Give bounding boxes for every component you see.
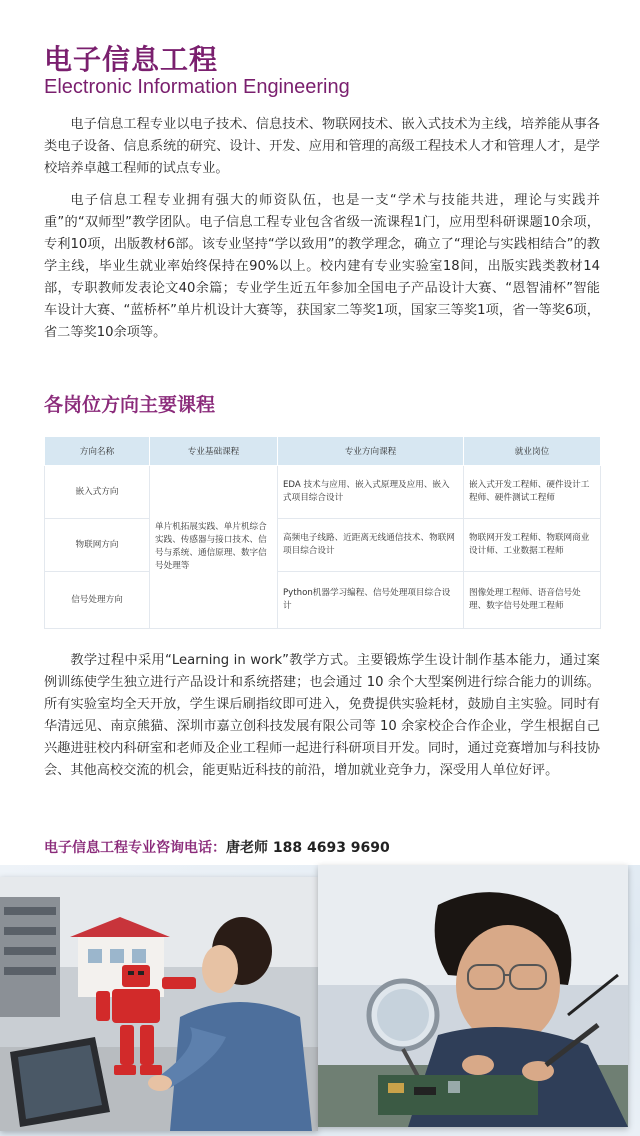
page-title: 电子信息工程 <box>44 43 219 76</box>
intro-paragraph-2: 电子信息工程专业拥有强大的师资队伍，也是一支“学术与技能共进，理论与实践并重”的“双师型”教学团队。电子信息工程专业包含省级一流课程1门，应用型科研课题10余项，专利10项，出版教材6部。该专业坚持“学以致用”的教学理念，确立了“理论与实践相结合”的教学主线，毕业生就业率始终保持在90%以上。校内建有专业实验室18间，出版实践类教材14部，专职教师发表论文40余篇；专业学生近五年参加全国电子产品设计大赛、“恩智浦杯”智能车设计大赛、“蓝桥杯”单片机设计大赛等，获国家二等奖1项，国家三等奖1项，省一等奖6项，省二等奖10余项等。 <box>44 193 600 340</box>
jobs-cell: 物联网开发工程师、物联网商业设计师、工业数据工程师 <box>464 519 601 572</box>
jobs-cell: 嵌入式开发工程师、硬件设计工程师、硬件测试工程师 <box>464 466 601 519</box>
major-courses-cell: 高频电子线路、近距离无线通信技术、物联网项目综合设计 <box>278 519 464 572</box>
contact-line <box>44 837 390 857</box>
intro-paragraph-1: 电子信息工程专业以电子技术、信息技术、物联网技术、嵌入式技术为主线，培养能从事各类电子设备、信息系统的研究、设计、开发、应用和管理的高级工程技术人才和管理人才，是学校培养卓越工程师的试点专业。 <box>44 117 600 176</box>
header-major-courses: 专业方向课程 <box>278 437 464 466</box>
table-row <box>45 466 601 519</box>
header-jobs: 就业岗位 <box>464 437 601 466</box>
photo-student-robot-lab <box>0 877 318 1131</box>
major-courses-cell: Python机器学习编程、信号处理项目综合设计 <box>278 572 464 629</box>
courses-table <box>44 436 601 629</box>
jobs-cell: 图像处理工程师、语音信号处理、数字信号处理工程师 <box>464 572 601 629</box>
direction-cell: 嵌入式方向 <box>45 466 150 519</box>
photo-student-soldering <box>318 865 628 1127</box>
foundation-courses-cell: 单片机拓展实践、单片机综合实践、传感器与接口技术、信号与系统、通信原理、数字信号处理等 <box>150 466 278 629</box>
header-foundation: 专业基础课程 <box>150 437 278 466</box>
major-courses-cell: EDA 技术与应用、嵌入式原理及应用、嵌入式项目综合设计 <box>278 466 464 519</box>
contact-name-phone: 唐老师 188 4693 9690 <box>226 840 390 856</box>
photo-area <box>0 865 640 1136</box>
table-header-row <box>45 437 601 466</box>
page-subtitle-english: Electronic Information Engineering <box>44 76 350 98</box>
courses-section-title: 各岗位方向主要课程 <box>44 394 216 416</box>
teaching-paragraph: 教学过程中采用“Learning in work”教学方式。主要锻炼学生设计制作基本能力，通过案例训练使学生独立进行产品设计和系统搭建；也会通过 10 余个大型案例进行综合能力的训练。所有实验室均全天开放，学生课后刷指纹即可进入，免费提供实验耗材，鼓励自主实验。同时有华清远见、南京熊猫、深圳市嘉立创科技发展有限公司等 10 余家校企合作企业，学生根据自己兴趣进驻校内科研室和老师及企业工程师一起进行科研项目开发。同时，通过竞赛增加与科技协会、其他高校交流的机会，能更贴近科技的前沿，增加就业竞争力，深受用人单位好评。 <box>44 653 600 778</box>
table-row <box>45 519 601 572</box>
table-row <box>45 572 601 629</box>
direction-cell: 物联网方向 <box>45 519 150 572</box>
contact-label: 电子信息工程专业咨询电话： <box>44 840 226 856</box>
header-direction: 方向名称 <box>45 437 150 466</box>
direction-cell: 信号处理方向 <box>45 572 150 629</box>
